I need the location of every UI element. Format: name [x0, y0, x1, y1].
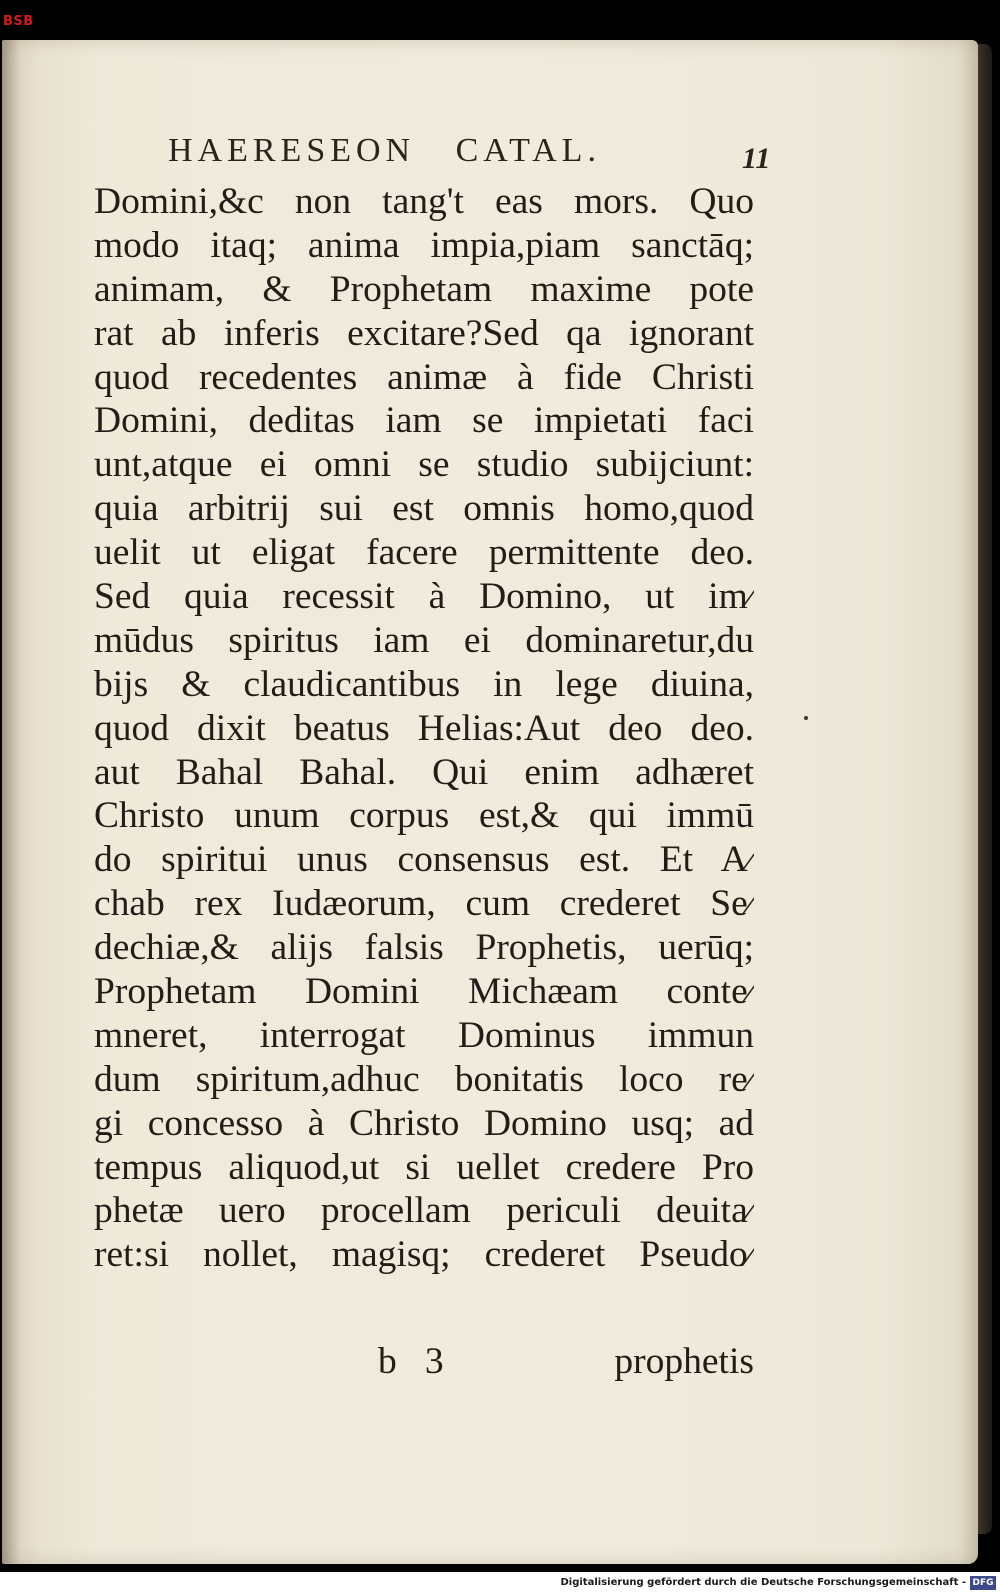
paper-speck — [804, 716, 808, 720]
text-line: dechiæ,& alijs falsis Prophetis, uerūq; — [94, 927, 754, 969]
text-line: uelit ut eligat facere permittente deo. — [94, 532, 754, 574]
text-line: quia arbitrij sui est omnis homo,quod — [94, 488, 754, 530]
binding-shadow — [2, 40, 20, 1564]
text-line: animam, & Prophetam maxime pote — [94, 268, 754, 310]
running-head: HAERESEON CATAL. — [168, 132, 601, 169]
funding-footer — [0, 1572, 1000, 1596]
text-line: ret:si nollet, magisq; crederet Pseudo⁄ — [94, 1234, 754, 1276]
text-line: chab rex Iudæorum, cum crederet Se⁄ — [94, 883, 754, 925]
text-line: Domini,&c non tang't eas mors. Quo — [94, 181, 754, 222]
text-line: Christo unum corpus est,& qui immū — [94, 795, 754, 837]
bsb-logo: BSB — [3, 14, 34, 29]
text-line: Prophetam Domini Michæam conte⁄ — [94, 971, 754, 1013]
text-line: mūdus spiritus iam ei dominaretur,du — [94, 619, 754, 661]
text-line: phetæ uero procellam periculi deuita⁄ — [94, 1190, 754, 1232]
text-line: Domini, deditas iam se impietati faci — [94, 400, 754, 442]
text-line: tempus aliquod,ut si uellet credere Pro — [94, 1146, 754, 1188]
catchword: prophetis — [614, 1341, 754, 1382]
text-line: rat ab inferis excitare?Sed qa ignorant — [94, 312, 754, 354]
text-line: unt,atque ei omni se studio subijciunt: — [94, 444, 754, 486]
signature-line — [94, 1340, 754, 1384]
body-text — [94, 180, 754, 1277]
funding-credit: Digitalisierung gefördert durch die Deutsche Forschungsgemeinschaft - — [560, 1577, 966, 1588]
text-line: dum spiritum,adhuc bonitatis loco re⁄ — [94, 1058, 754, 1100]
text-line: mneret, interrogat Dominus immun — [94, 1014, 754, 1056]
folio-number: 11 — [742, 142, 771, 175]
dfg-logo: DFG — [970, 1576, 996, 1590]
text-line: gi concesso à Christo Domino usq; ad — [94, 1102, 754, 1144]
text-line: quod dixit beatus Helias:Aut deo deo. — [94, 707, 754, 749]
text-line: quod recedentes animæ à fide Christi — [94, 356, 754, 398]
text-line: modo itaq; anima impia,piam sanctāq; — [94, 224, 754, 266]
text-line: Sed quia recessit à Domino, ut im⁄ — [94, 576, 754, 618]
signature-mark: b 3 — [378, 1341, 444, 1382]
text-line: do spiritui unus consensus est. Et A⁄ — [94, 839, 754, 881]
page-edge — [978, 44, 992, 1534]
text-line: aut Bahal Bahal. Qui enim adhæret — [94, 751, 754, 793]
text-line: bijs & claudicantibus in lege diuina, — [94, 663, 754, 705]
book-page — [2, 40, 978, 1564]
